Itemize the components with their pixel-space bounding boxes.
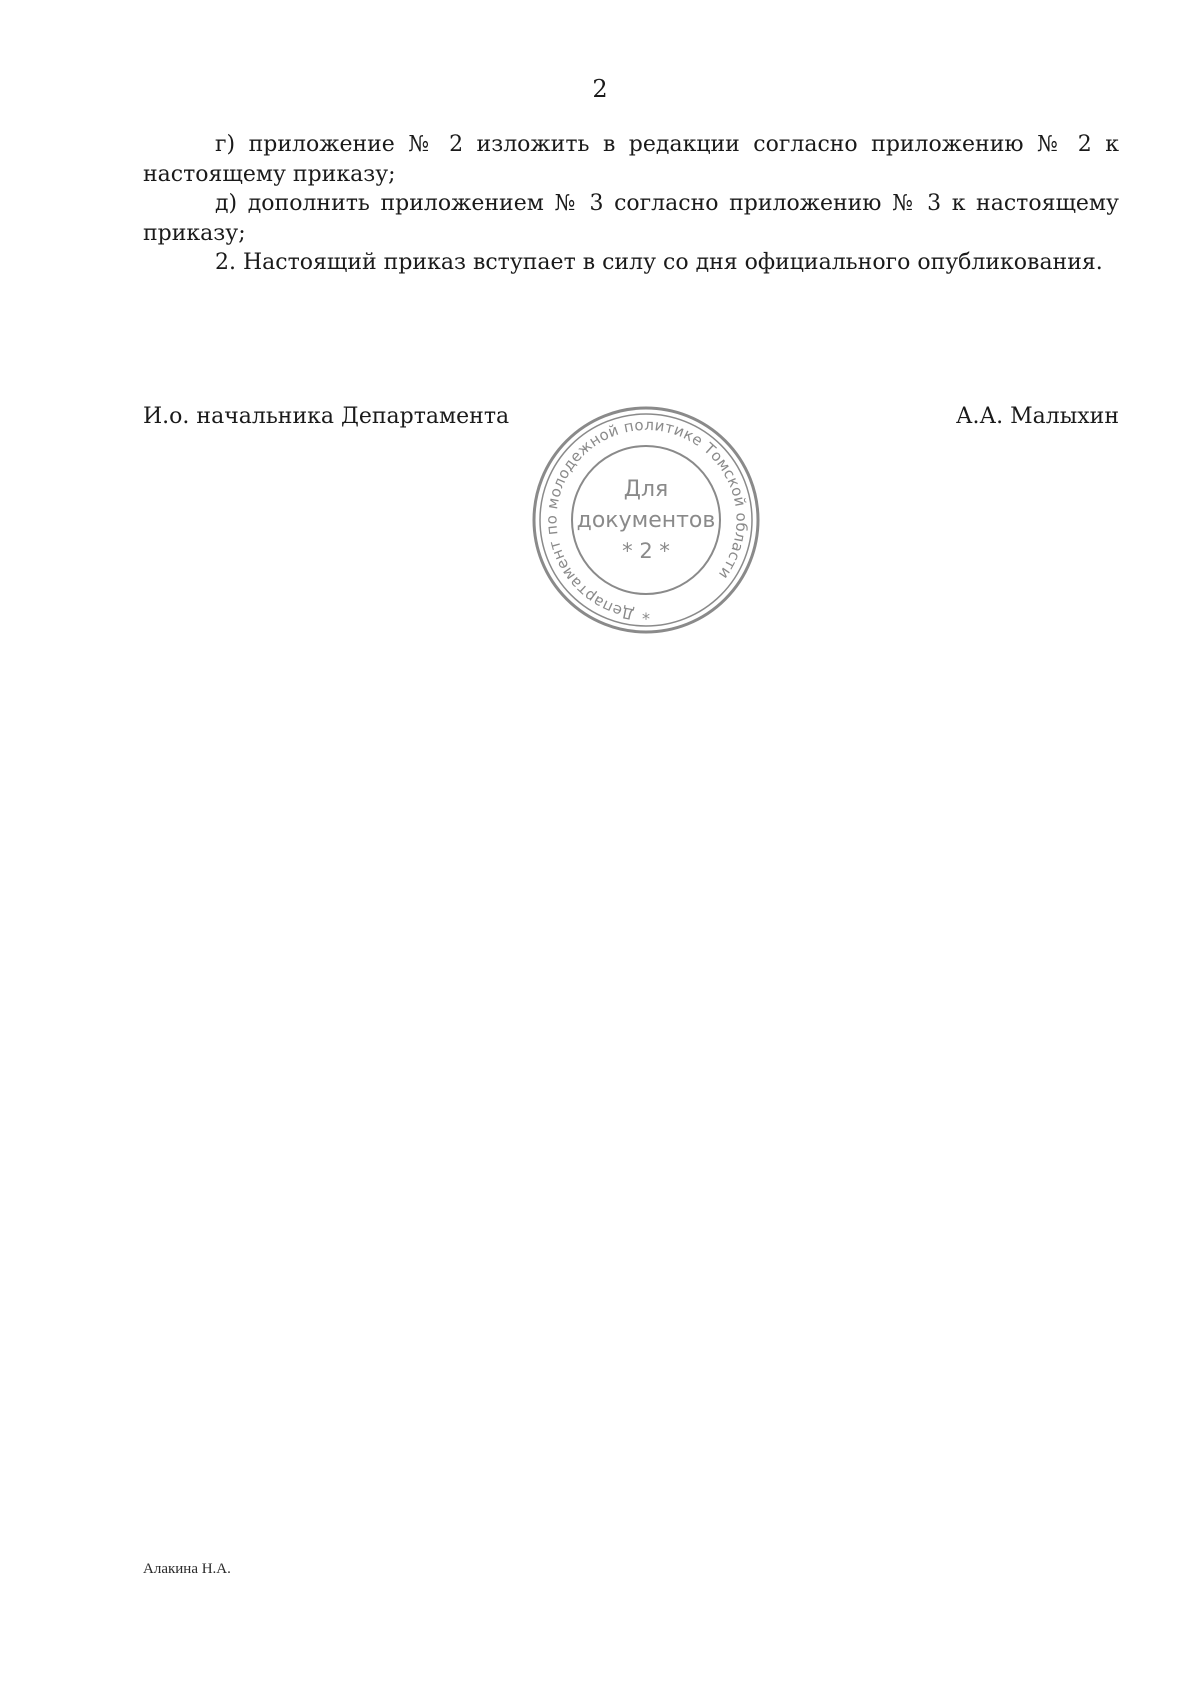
stamp-line-2: документов	[576, 508, 716, 533]
stamp-seal-graphic	[528, 403, 764, 637]
stamp-ring-text: Департамент по молодежной политике Томской области	[542, 415, 751, 624]
signer-name: А.А. Малыхин	[955, 404, 1119, 429]
stamp-bottom-star: *	[642, 609, 650, 628]
official-stamp	[528, 403, 764, 637]
paragraph-item-g: г) приложение № 2 изложить в редакции согласно приложению № 2 к настоящему приказу;	[143, 132, 1119, 187]
stamp-line-1: Для	[623, 477, 669, 502]
paragraph-item-d: д) дополнить приложением № 3 согласно приложению № 3 к настоящему приказу;	[143, 191, 1119, 246]
page-number: 2	[592, 75, 608, 103]
stamp-line-3: * 2 *	[622, 539, 670, 563]
document-body	[143, 130, 1119, 278]
executor-name: Алакина Н.А.	[143, 1561, 231, 1577]
paragraph-item-2: 2. Настоящий приказ вступает в силу со дня официального опубликования.	[215, 250, 1103, 275]
signer-title: И.о. начальника Департамента	[143, 404, 510, 429]
